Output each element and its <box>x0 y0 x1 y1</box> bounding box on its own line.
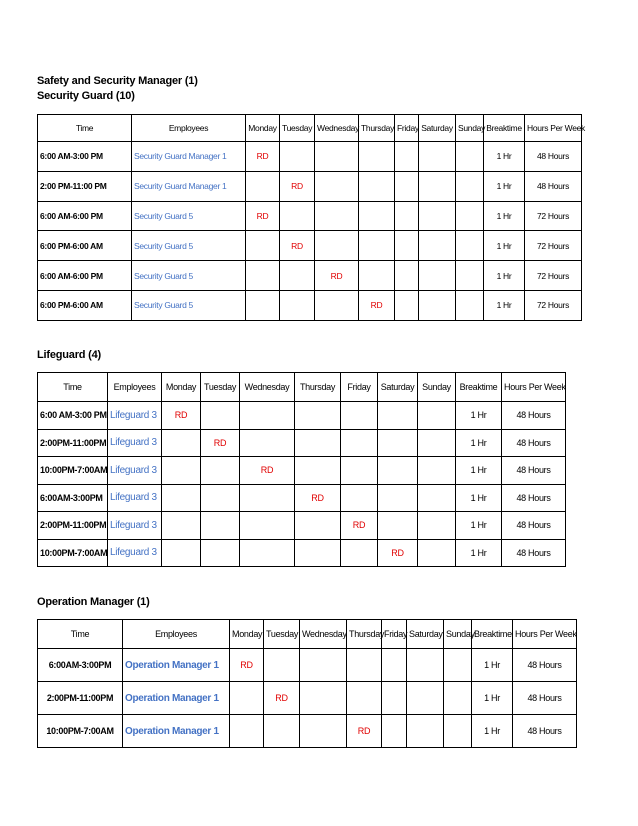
section-title-safety: Safety and Security Manager (1) <box>37 75 198 87</box>
breaktime-cell: 1 Hr <box>484 290 525 320</box>
hours-per-week-cell: 72 Hours <box>525 231 582 261</box>
employee-cell: Operation Manager 1 <box>123 649 230 682</box>
column-header: Monday <box>246 115 280 142</box>
day-cell: RD <box>341 512 378 540</box>
day-cell <box>295 457 341 485</box>
day-cell: RD <box>201 429 240 457</box>
day-cell <box>315 290 359 320</box>
breaktime-cell: 1 Hr <box>484 142 525 172</box>
employee-cell: Security Guard 5 <box>132 290 246 320</box>
day-cell <box>240 429 295 457</box>
day-cell: RD <box>359 290 395 320</box>
table-header-row <box>38 373 566 402</box>
table-row <box>38 457 566 485</box>
day-cell <box>264 649 300 682</box>
employee-cell: Lifeguard 3 <box>108 484 162 512</box>
day-cell: RD <box>295 484 341 512</box>
table-row <box>38 649 577 682</box>
day-cell <box>407 682 444 715</box>
day-cell <box>444 682 472 715</box>
section-title-operation-manager: Operation Manager (1) <box>37 596 150 608</box>
day-cell <box>295 429 341 457</box>
employee-cell: Lifeguard 3 <box>108 429 162 457</box>
hours-per-week-cell: 48 Hours <box>502 429 566 457</box>
day-cell <box>162 429 201 457</box>
day-cell <box>407 715 444 748</box>
day-cell <box>341 402 378 430</box>
day-cell <box>444 715 472 748</box>
shift-time-cell: 6:00AM-3:00PM <box>38 484 108 512</box>
day-cell <box>456 171 484 201</box>
day-cell: RD <box>315 261 359 291</box>
breaktime-cell: 1 Hr <box>456 512 502 540</box>
day-cell <box>295 402 341 430</box>
day-cell: RD <box>264 682 300 715</box>
day-cell <box>378 429 418 457</box>
day-cell <box>419 290 456 320</box>
hours-per-week-cell: 48 Hours <box>513 715 577 748</box>
day-cell <box>395 171 419 201</box>
column-header: Employees <box>108 373 162 402</box>
day-cell <box>315 142 359 172</box>
column-header: Sunday <box>444 620 472 649</box>
day-cell <box>395 201 419 231</box>
day-cell <box>201 457 240 485</box>
day-cell <box>230 682 264 715</box>
column-header: Wednesday <box>300 620 347 649</box>
hours-per-week-cell: 72 Hours <box>525 261 582 291</box>
column-header: Hours Per Week <box>502 373 566 402</box>
hours-per-week-cell: 48 Hours <box>513 649 577 682</box>
day-cell <box>359 231 395 261</box>
day-cell <box>419 231 456 261</box>
day-cell <box>162 512 201 540</box>
day-cell <box>418 429 456 457</box>
shift-time-cell: 2:00PM-11:00PM <box>38 429 108 457</box>
day-cell <box>419 142 456 172</box>
day-cell <box>315 231 359 261</box>
day-cell <box>246 231 280 261</box>
hours-per-week-cell: 72 Hours <box>525 201 582 231</box>
day-cell <box>418 457 456 485</box>
operation-manager-schedule-table <box>37 619 577 748</box>
column-header: Friday <box>395 115 419 142</box>
day-cell <box>230 715 264 748</box>
employee-cell: Security Guard 5 <box>132 231 246 261</box>
column-header: Sunday <box>418 373 456 402</box>
day-cell: RD <box>240 457 295 485</box>
day-cell <box>395 231 419 261</box>
employee-cell: Security Guard Manager 1 <box>132 142 246 172</box>
shift-time-cell: 6:00 AM-6:00 PM <box>38 201 132 231</box>
day-cell <box>341 484 378 512</box>
employee-cell: Lifeguard 3 <box>108 512 162 540</box>
day-cell <box>315 201 359 231</box>
day-cell <box>418 512 456 540</box>
shift-time-cell: 2:00 PM-11:00 PM <box>38 171 132 201</box>
employee-cell: Operation Manager 1 <box>123 715 230 748</box>
column-header: Sunday <box>456 115 484 142</box>
hours-per-week-cell: 48 Hours <box>502 512 566 540</box>
shift-time-cell: 6:00 AM-6:00 PM <box>38 261 132 291</box>
day-cell: RD <box>280 171 315 201</box>
section-title-security-guard: Security Guard (10) <box>37 90 135 102</box>
shift-time-cell: 6:00 AM-3:00 PM <box>38 402 108 430</box>
table-row <box>38 512 566 540</box>
day-cell <box>444 649 472 682</box>
day-cell <box>456 142 484 172</box>
day-cell <box>246 171 280 201</box>
day-cell: RD <box>378 539 418 567</box>
day-cell <box>456 201 484 231</box>
breaktime-cell: 1 Hr <box>472 715 513 748</box>
day-cell <box>240 512 295 540</box>
column-header: Friday <box>382 620 407 649</box>
day-cell <box>300 682 347 715</box>
day-cell: RD <box>230 649 264 682</box>
breaktime-cell: 1 Hr <box>484 201 525 231</box>
table-row <box>38 142 582 172</box>
column-header: Friday <box>341 373 378 402</box>
day-cell <box>395 290 419 320</box>
shift-time-cell: 10:00PM-7:00AM <box>38 539 108 567</box>
column-header: Tuesday <box>280 115 315 142</box>
shift-time-cell: 10:00PM-7:00AM <box>38 457 108 485</box>
section-title-lifeguard: Lifeguard (4) <box>37 349 102 361</box>
column-header: Time <box>38 373 108 402</box>
day-cell <box>378 457 418 485</box>
hours-per-week-cell: 48 Hours <box>525 142 582 172</box>
column-header: Employees <box>132 115 246 142</box>
column-header: Monday <box>162 373 201 402</box>
shift-time-cell: 6:00AM-3:00PM <box>38 649 123 682</box>
column-header: Time <box>38 115 132 142</box>
day-cell <box>240 539 295 567</box>
column-header: Saturday <box>407 620 444 649</box>
day-cell <box>201 402 240 430</box>
day-cell <box>341 429 378 457</box>
hours-per-week-cell: 48 Hours <box>525 171 582 201</box>
day-cell <box>240 484 295 512</box>
security-schedule-table <box>37 114 585 321</box>
day-cell <box>300 715 347 748</box>
day-cell <box>418 402 456 430</box>
day-cell <box>280 290 315 320</box>
day-cell <box>315 171 359 201</box>
hours-per-week-cell: 48 Hours <box>502 402 566 430</box>
shift-time-cell: 6:00 AM-3:00 PM <box>38 142 132 172</box>
shift-time-cell: 6:00 PM-6:00 AM <box>38 290 132 320</box>
table-row <box>38 201 582 231</box>
day-cell <box>407 649 444 682</box>
day-cell <box>201 484 240 512</box>
day-cell <box>418 484 456 512</box>
column-header: Thursday <box>359 115 395 142</box>
column-header: Thursday <box>295 373 341 402</box>
column-header: Breaktime <box>472 620 513 649</box>
day-cell <box>280 201 315 231</box>
day-cell <box>419 171 456 201</box>
column-header: Breaktime <box>456 373 502 402</box>
day-cell: RD <box>246 201 280 231</box>
table-header-row <box>38 115 582 142</box>
day-cell <box>201 539 240 567</box>
hours-per-week-cell: 72 Hours <box>525 290 582 320</box>
table-row <box>38 290 582 320</box>
breaktime-cell: 1 Hr <box>456 484 502 512</box>
day-cell <box>456 231 484 261</box>
day-cell <box>456 290 484 320</box>
table-row <box>38 429 566 457</box>
column-header: Hours Per Week <box>513 620 577 649</box>
day-cell <box>419 201 456 231</box>
lifeguard-schedule-table <box>37 372 566 567</box>
employee-cell: Security Guard 5 <box>132 261 246 291</box>
day-cell <box>418 539 456 567</box>
day-cell <box>347 682 382 715</box>
day-cell <box>246 290 280 320</box>
day-cell <box>341 457 378 485</box>
day-cell <box>359 171 395 201</box>
breaktime-cell: 1 Hr <box>484 261 525 291</box>
day-cell: RD <box>347 715 382 748</box>
day-cell <box>419 261 456 291</box>
day-cell <box>295 539 341 567</box>
shift-time-cell: 6:00 PM-6:00 AM <box>38 231 132 261</box>
column-header: Saturday <box>419 115 456 142</box>
day-cell <box>280 261 315 291</box>
day-cell <box>300 649 347 682</box>
column-header: Wednesday <box>240 373 295 402</box>
breaktime-cell: 1 Hr <box>484 231 525 261</box>
column-header: Time <box>38 620 123 649</box>
day-cell <box>162 457 201 485</box>
hours-per-week-cell: 48 Hours <box>502 457 566 485</box>
day-cell: RD <box>280 231 315 261</box>
hours-per-week-cell: 48 Hours <box>502 484 566 512</box>
day-cell <box>162 484 201 512</box>
day-cell <box>382 715 407 748</box>
table-row <box>38 484 566 512</box>
day-cell <box>378 484 418 512</box>
day-cell <box>359 142 395 172</box>
breaktime-cell: 1 Hr <box>484 171 525 201</box>
table-row <box>38 231 582 261</box>
table-row <box>38 682 577 715</box>
column-header: Saturday <box>378 373 418 402</box>
shift-time-cell: 2:00PM-11:00PM <box>38 682 123 715</box>
employee-cell: Lifeguard 3 <box>108 402 162 430</box>
column-header: Employees <box>123 620 230 649</box>
day-cell <box>341 539 378 567</box>
day-cell <box>382 649 407 682</box>
employee-cell: Operation Manager 1 <box>123 682 230 715</box>
day-cell <box>378 512 418 540</box>
day-cell <box>295 512 341 540</box>
day-cell: RD <box>162 402 201 430</box>
employee-cell: Lifeguard 3 <box>108 539 162 567</box>
day-cell: RD <box>246 142 280 172</box>
day-cell <box>246 261 280 291</box>
column-header: Monday <box>230 620 264 649</box>
column-header: Thursday <box>347 620 382 649</box>
day-cell <box>382 682 407 715</box>
column-header: Tuesday <box>264 620 300 649</box>
shift-time-cell: 10:00PM-7:00AM <box>38 715 123 748</box>
breaktime-cell: 1 Hr <box>472 649 513 682</box>
column-header: Hours Per Week <box>525 115 582 142</box>
day-cell <box>201 512 240 540</box>
table-header-row <box>38 620 577 649</box>
table-row <box>38 715 577 748</box>
breaktime-cell: 1 Hr <box>456 457 502 485</box>
day-cell <box>395 261 419 291</box>
breaktime-cell: 1 Hr <box>456 429 502 457</box>
day-cell <box>264 715 300 748</box>
breaktime-cell: 1 Hr <box>472 682 513 715</box>
day-cell <box>456 261 484 291</box>
breaktime-cell: 1 Hr <box>456 539 502 567</box>
day-cell <box>162 539 201 567</box>
shift-time-cell: 2:00PM-11:00PM <box>38 512 108 540</box>
breaktime-cell: 1 Hr <box>456 402 502 430</box>
day-cell <box>359 201 395 231</box>
column-header: Breaktime <box>484 115 525 142</box>
hours-per-week-cell: 48 Hours <box>502 539 566 567</box>
column-header: Tuesday <box>201 373 240 402</box>
employee-cell: Lifeguard 3 <box>108 457 162 485</box>
day-cell <box>240 402 295 430</box>
day-cell <box>347 649 382 682</box>
table-row <box>38 539 566 567</box>
hours-per-week-cell: 48 Hours <box>513 682 577 715</box>
table-row <box>38 402 566 430</box>
day-cell <box>359 261 395 291</box>
day-cell <box>395 142 419 172</box>
table-row <box>38 261 582 291</box>
column-header: Wednesday <box>315 115 359 142</box>
table-row <box>38 171 582 201</box>
employee-cell: Security Guard Manager 1 <box>132 171 246 201</box>
employee-cell: Security Guard 5 <box>132 201 246 231</box>
day-cell <box>378 402 418 430</box>
day-cell <box>280 142 315 172</box>
